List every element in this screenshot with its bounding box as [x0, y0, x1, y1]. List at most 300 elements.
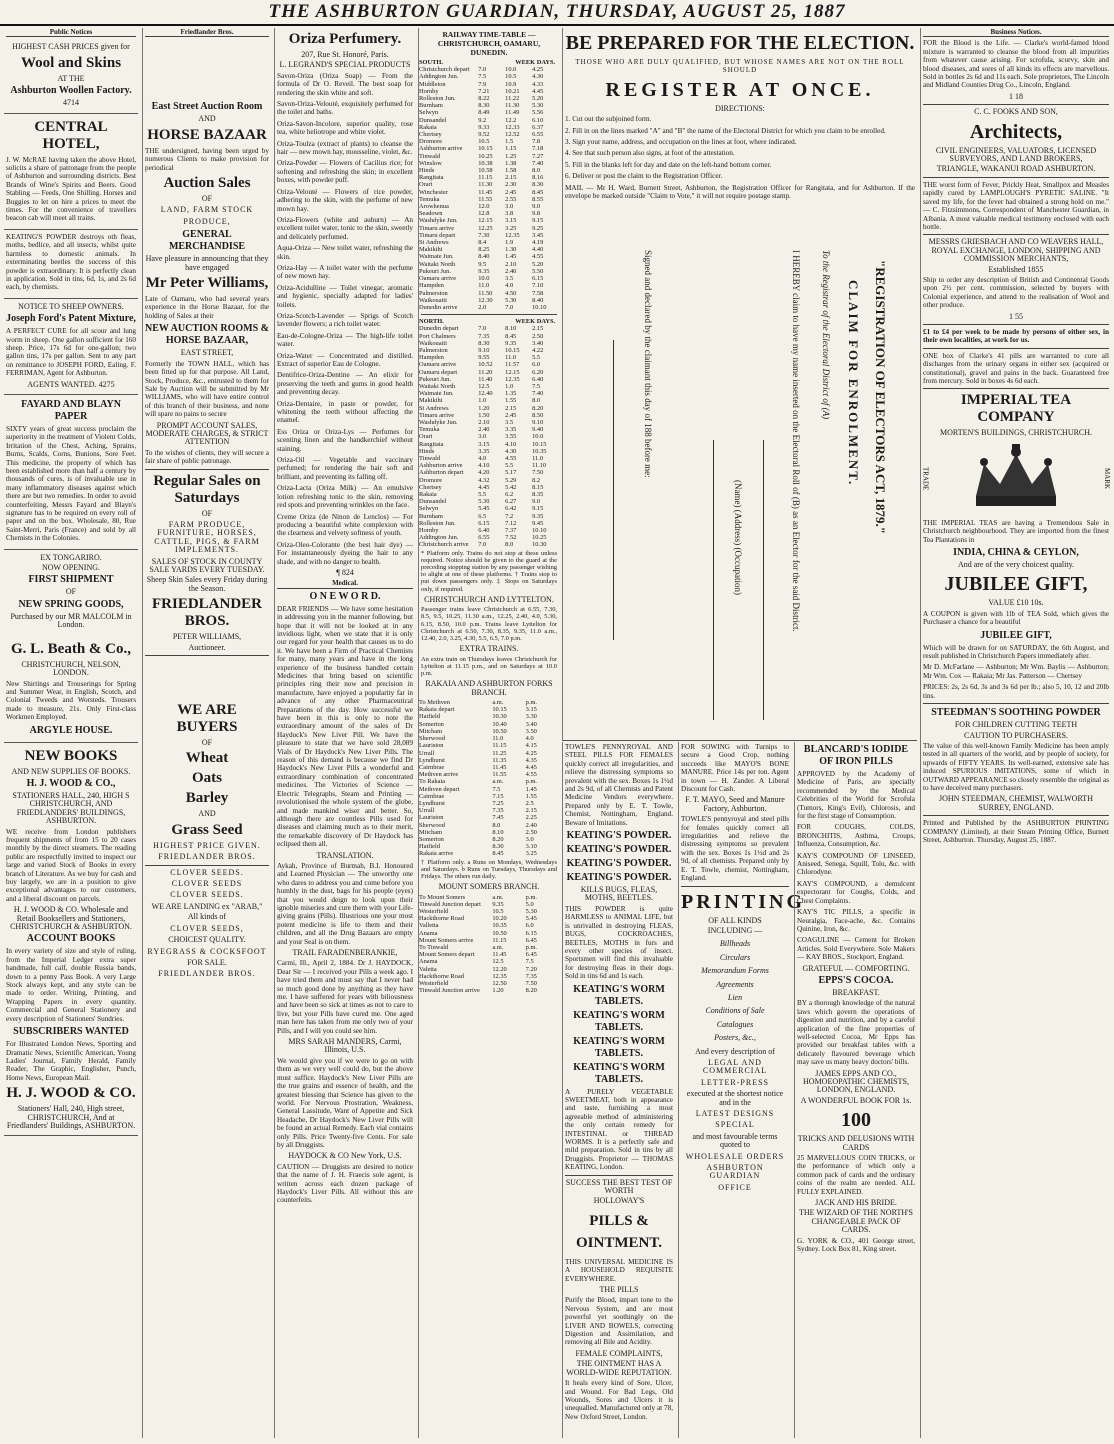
- timetable-cell: 5.42: [505, 483, 517, 491]
- timetable-row: [419, 455, 559, 462]
- timetable-cell: 1.58: [505, 167, 517, 175]
- timetable-cell: 4.30: [532, 73, 544, 81]
- oriza-product: Aqua-Oriza — New toilet water, refreshing the skin.: [277, 244, 413, 261]
- timetable-cell: 10.0: [478, 275, 490, 283]
- timetable-cell: a.m.: [492, 893, 504, 901]
- timetable-cell: Dunsandel: [419, 498, 447, 506]
- timetable-row: [419, 958, 559, 965]
- timetable-cell: 6.55: [532, 131, 544, 139]
- timetable-cell: Timaru arrive: [419, 224, 455, 232]
- timetable-cell: 3.35: [478, 447, 490, 455]
- timetable-cell: Methven depart: [419, 785, 460, 793]
- timetable-cell: 1.45: [505, 253, 517, 261]
- timetable-cell: 6.10: [532, 116, 544, 124]
- timetable-row: [419, 145, 559, 152]
- timetable-cell: 7.25: [492, 799, 504, 807]
- timetable-row: [419, 807, 559, 814]
- timetable-cell: 8.2: [532, 476, 541, 484]
- timetable-cell: 8.16: [532, 174, 544, 182]
- oriza-product-list: [275, 72, 415, 566]
- timetable-cell: 12.52: [505, 131, 520, 139]
- timetable-cell: 10.40: [492, 720, 507, 728]
- timetable-cell: 4.30: [505, 447, 517, 455]
- timetable-cell: 1.0: [505, 382, 514, 390]
- timetable-cell: Makikihi: [419, 397, 443, 405]
- timetable-cell: Dromore: [419, 476, 443, 484]
- timetable-row: [419, 253, 559, 260]
- fayard-ad: FAYARD AND BLAYN PAPER SIXTY years of great success proclaim the superiority in the treatment of Violent Colds, Irritation of the Chest, Aching, Sprains, Burns, Scalds, Corns, Bunions, Sore Feet. This medicine, the property of which has been established more than half a century by thousands of cures, is of invaluable use in many inflammatory diseases against which there are but two remedies. In order to avoid counterfeiting, Messrs Fayard and Blayn's signature has to be required on every roll of paper and on the box. Wholesale, 80, Rue Saint-Merri, Paris (France) and sold by all Chemists in the Colonies.: [4, 395, 138, 550]
- timetable-cell: Lauriston: [419, 814, 444, 822]
- timetable-cell: 8.0: [532, 167, 541, 175]
- timetable-cell: 7.45: [492, 814, 504, 822]
- timetable-cell: 4.10: [505, 440, 517, 448]
- timetable-cell: 7.5: [525, 958, 534, 966]
- timetable-cell: 5.20: [532, 260, 544, 268]
- timetable-row: [419, 901, 559, 908]
- timetable-cell: To Tinwald: [419, 943, 449, 951]
- timetable-row: [419, 894, 559, 901]
- timetable-cell: Rolleston Jun.: [419, 95, 456, 103]
- timetable-cell: 10.15: [505, 346, 520, 354]
- timetable-row: [419, 973, 559, 980]
- timetable-cell: 4.19: [532, 239, 544, 247]
- oriza-product: Dentifrice-Oriza-Dentine — An elixir for preserving the teeth and gums in good health and preventing decay.: [277, 371, 413, 397]
- timetable-cell: 3.15: [505, 217, 517, 225]
- timetable-cell: 2.5: [525, 799, 534, 807]
- timetable-cell: Waimate Jun.: [419, 253, 454, 261]
- timetable-cell: Methven arrive: [419, 771, 459, 779]
- timetable-cell: 10.5: [492, 907, 504, 915]
- timetable-mount-somers: [419, 894, 559, 995]
- timetable-row: [419, 800, 559, 807]
- timetable-row: [419, 829, 559, 836]
- timetable-rakaia: [419, 778, 559, 857]
- timetable-cell: 9.0: [532, 203, 541, 211]
- timetable-cell: Mount Somers arrive: [419, 936, 474, 944]
- timetable-cell: Orari: [419, 433, 433, 441]
- timetable-cell: 3.15: [478, 440, 490, 448]
- timetable-cell: Westerfield: [419, 907, 449, 915]
- oriza-product: Eau-de-Cologne-Oriza — The high-life toilet water.: [277, 331, 413, 349]
- timetable-cell: 8.45: [532, 188, 544, 196]
- timetable-cell: 4.25: [525, 749, 537, 757]
- timetable-cell: 7.0: [478, 541, 487, 549]
- timetable-cell: 11.15: [478, 174, 493, 182]
- timetable-row: [419, 153, 559, 160]
- timetable-cell: 8.20: [525, 987, 537, 995]
- timetable-cell: 4.55: [532, 253, 544, 261]
- timetable-cell: 8.25: [478, 246, 490, 254]
- timetable-row: [419, 520, 559, 527]
- timetable-cell: a.m.: [492, 778, 504, 786]
- timetable-cell: 10.15: [492, 706, 507, 714]
- timetable-cell: Rangitata: [419, 174, 444, 182]
- timetable-cell: Somerton: [419, 720, 444, 728]
- timetable-cell: 9.45: [532, 519, 544, 527]
- tea-trademark: TRADE MARK: [921, 440, 1111, 518]
- timetable-cell: Mitcham: [419, 828, 443, 836]
- timetable-row: [419, 275, 559, 282]
- timetable-cell: 5.0: [525, 900, 534, 908]
- column-keating-holloway: TOWLE'S PENNYROYAL AND STEEL PILLS FOR FEMALES quickly correct all irregularities, and relieve the distressing symptoms so prevalent with the sex. Boxes 1s 1½d and 2s 9d, of all Chemists and Patent Medicine Vendors everywhere. Prepared only by E. T. Towle, Chemist, Nottingham, England. Beware of Imitations. KEATING'S POWDER. KEATING'S POWDER. KEATING'S POWDER. KEATING'S POWDER. KILLS BUGS, FLEAS, MOTHS, BEETLES. THIS POWDER is quite HARMLESS to ANIMAL LIFE, but is unrivalled in destroying FLEAS, BUGS, COCKROACHES, BEETLES, MOTHS in furs and every other species of insect. Sportsmen will find this invaluable for destroying fleas in their dogs. Sold in tins 6d and 1s each. KEATING'S WORM TABLETS. KEATING'S WORM TABLETS. KEATING'S WORM TABLETS. KEATING'S WORM TABLETS. A PURELY VEGETABLE SWEETMEAT, both in appearance and taste, furnishing a most agreeable method of administering the only certain remedy for INTESTINAL or THREAD WORMS. It is a perfectly safe and mild preparation. Sold in tins by all Druggists. Proprietor — THOMAS KEATING, London. SUCCESS THE BEST TEST OF WORTH HOLLOWAY'S PILLS & OINTMENT. THIS UNIVERSAL MEDICINE IS A HOUSEHOLD REQUISITE EVERYWHERE. THE PILLS Purify the Blood, impart tone to the Nervous System, and are most powerful yet soothingly on the LIVER AND BOWELS, correcting Digestion and Assimilation, and removing all Bile and Acidity. FEMALE COMPLAINTS, THE OINTMENT HAS A WORLD-WIDE REPUTATION. It heals every kind of Sore, Ulcer, and Wound. For Bad Legs, Old Wounds, Sores and Ulcers it is unequalled. Manufactured only at 78, New Oxford Street, London.: [562, 742, 675, 1438]
- timetable-cell: Palmerston: [419, 346, 448, 354]
- timetable-cell: Sherwood: [419, 735, 445, 743]
- timetable-cell: 1.30: [505, 246, 517, 254]
- timetable-cell: Seadown: [419, 210, 443, 218]
- timetable-row: [419, 361, 559, 368]
- timetable-cell: Burnham: [419, 102, 443, 110]
- election-step: 5. Fill in the blanks left for day and date on the left-hand bottom corner.: [565, 160, 772, 169]
- timetable-row: [419, 196, 559, 203]
- timetable-row: [419, 412, 559, 419]
- timetable-cell: 7.50: [525, 980, 537, 987]
- timetable-row: [419, 369, 559, 376]
- timetable-cell: Waitaki North: [419, 382, 456, 390]
- timetable-cell: 11.49: [505, 109, 520, 117]
- timetable-row: [419, 513, 559, 520]
- timetable-cell: Tinwald Junction depart: [419, 900, 481, 908]
- timetable-row: [419, 124, 559, 131]
- timetable-row: [419, 95, 559, 102]
- timetable-row: [419, 282, 559, 289]
- timetable-cell: 10.10: [532, 527, 547, 534]
- timetable-cell: 3.35: [505, 426, 517, 434]
- timetable-row: [419, 843, 559, 850]
- timetable-cell: 7.5: [478, 73, 487, 81]
- timetable-cell: 9.35: [532, 512, 544, 520]
- oriza-product: Oriza-Scotch-Lavender — Sprigs of Scotch lavender flowers; a rich toilet water.: [277, 311, 413, 329]
- election-step: 4. See that such person also signs, at foot of the attestation.: [565, 149, 735, 158]
- timetable-cell: 1.25: [505, 152, 517, 160]
- timetable-cell: Washdyke Jun.: [419, 418, 458, 426]
- timetable-cell: 4.55: [525, 771, 537, 779]
- printing-item: Agreements: [716, 979, 754, 989]
- timetable-cell: 12.35: [492, 972, 507, 980]
- timetable-cell: 4.32: [478, 476, 490, 484]
- timetable-cell: 7.35: [492, 807, 504, 815]
- timetable-row: [419, 814, 559, 821]
- timetable-cell: 8.45: [505, 332, 517, 340]
- timetable-cell: 7.0: [478, 66, 487, 74]
- timetable-cell: Hinds: [419, 447, 435, 455]
- timetable-cell: 12.5: [478, 382, 490, 390]
- printing-item: Conditions of Sale: [705, 1006, 765, 1016]
- timetable-cell: 3.15: [525, 706, 537, 714]
- timetable-cell: 11.50: [478, 289, 493, 297]
- timetable-cell: 12.0: [478, 203, 490, 211]
- timetable-cell: 2.40: [525, 821, 537, 829]
- timetable-cell: 12.15: [478, 217, 493, 225]
- timetable-cell: Christchurch arrive: [419, 541, 469, 549]
- timetable-cell: Anama: [419, 929, 438, 937]
- timetable-row: [419, 498, 559, 505]
- timetable-cell: Dromore: [419, 138, 443, 146]
- timetable-cell: 9.0: [532, 498, 541, 506]
- timetable-cell: 2.15: [505, 174, 517, 182]
- timetable-row: [419, 764, 559, 771]
- timetable-cell: 3.45: [532, 231, 544, 239]
- timetable-row: [419, 505, 559, 512]
- timetable-cell: 7.58: [532, 289, 544, 297]
- timetable-cell: Rakaia: [419, 490, 437, 498]
- timetable-row: [419, 383, 559, 390]
- timetable-cell: 12.5: [492, 958, 504, 966]
- timetable-row: [419, 742, 559, 749]
- timetable-cell: 1.45: [525, 785, 537, 793]
- timetable-cell: Rolleston Jun.: [419, 519, 456, 527]
- timetable-cell: 10.52: [478, 361, 493, 369]
- timetable-cell: Arowhenua: [419, 203, 449, 211]
- timetable-cell: 11.45: [492, 951, 507, 959]
- timetable-cell: 1.9: [505, 239, 514, 247]
- timetable-cell: 5.45: [525, 915, 537, 923]
- timetable-cell: 11.22: [505, 95, 520, 103]
- timetable-cell: 3.30: [525, 713, 537, 721]
- oriza-product: Oriza-Oleo-Colorante (the best hair dye) — For instantaneously dyeing the hair to any shade, and with no danger to health.: [277, 540, 413, 566]
- timetable-cell: 4.50: [505, 289, 517, 297]
- printing-item: Memorandum Forms: [701, 966, 769, 976]
- timetable-cell: 9.2: [478, 116, 487, 124]
- timetable-cell: Temuka: [419, 195, 440, 203]
- column-friedlander: Friedlander Bros. East Street Auction Room AND HORSE BAZAAR THE undersigned, having been urged by numerous Clients to make provision for periodical Auction Sales OF LAND, FARM STOCK PRODUCE, GENERAL MERCHANDISE Have pleasure in announcing that they have engaged Mr Peter Williams, Late of Oamaru, who had several years experience in the Horse Bazaar, for the holding of Sales at their NEW AUCTION ROOMS & HORSE BAZAAR, EAST STREET, Formerly the TOWN HALL, which has been fitted up for that purpose. All Land, Stock, Produce, &c., entrusted to them for Sale by Auction will be submitted by Mr WILLIAMS, who will have entire control of this branch of their business, and none will spare no pains to secure PROMPT ACCOUNT SALES, MODERATE CHARGES, & STRICT ATTENTION To the wishes of clients, they will secure a fair share of public patronage. Regular Sales on Saturdays OF FARM PRODUCE, FURNITURE, HORSES, CATTLE, PIGS, & FARM IMPLEMENTS. SALES OF STOCK IN COUNTY SALE YARDS EVERY TUESDAY. Sheep Skin Sales every Friday during the Season. FRIEDLANDER BROS. PETER WILLIAMS, Auctioneer. WE ARE BUYERS OF Wheat Oats Barley AND Grass Seed HIGHEST PRICE GIVEN. FRIEDLANDER BROS. CLOVER SEEDS. CLOVER SEEDS CLOVER SEEDS. WE ARE LANDING ex "ARAB," All kinds of CLOVER SEEDS, CHOICEST QUALITY. RYEGRASS & COCKSFOOT FOR SALE. FRIEDLANDER BROS.: [142, 28, 271, 1438]
- column-public-notices: [4, 28, 138, 1438]
- timetable-cell: 8.40: [532, 296, 544, 304]
- timetable-cell: Hinds: [419, 167, 435, 175]
- timetable-cell: 2.10: [478, 418, 490, 426]
- timetable-cell: To Mount Somers: [419, 893, 466, 901]
- timetable-cell: 5.30: [532, 102, 544, 110]
- timetable-row: [419, 138, 559, 145]
- timetable-cell: Dunedin arrive: [419, 303, 458, 311]
- timetable-cell: 3.55: [505, 433, 517, 441]
- timetable-cell: 2.10: [505, 260, 517, 268]
- timetable-cell: 11.0: [505, 354, 517, 362]
- timetable-cell: 1.5: [505, 138, 514, 146]
- timetable-cell: Rakaia: [419, 123, 437, 131]
- timetable-cell: Hampden: [419, 282, 444, 290]
- timetable-cell: Port Chalmers: [419, 332, 456, 340]
- timetable-cell: Selwyn: [419, 505, 439, 513]
- timetable-cell: 5.30: [525, 907, 537, 915]
- timetable-cell: 3.25: [525, 850, 537, 858]
- timetable-cell: Hatfield: [419, 843, 440, 851]
- timetable-cell: Somerton: [419, 835, 444, 843]
- timetable-cell: 7.40: [532, 390, 544, 398]
- timetable-cell: 6.15: [532, 275, 544, 283]
- oriza-product: Savon-Oriza-Velouté, exquisitely perfumed for the toilet and baths.: [277, 100, 413, 117]
- oriza-product: Oriza-Toulza (extract of plants) to cleanse the hair — new mown hay, mousseline, violet, &c.: [277, 139, 413, 157]
- section-tag: Friedlander Bros.: [145, 28, 269, 37]
- timetable-cell: 3.10: [525, 843, 537, 851]
- timetable-cell: Chertsey: [419, 131, 442, 139]
- timetable-cell: 11.30: [505, 102, 520, 110]
- timetable-cell: 4.40: [532, 246, 544, 254]
- timetable-cell: 2.45: [505, 188, 517, 196]
- timetable-cell: p.m.: [525, 893, 538, 901]
- timetable-row: [419, 908, 559, 915]
- timetable-cell: a.m.: [492, 699, 504, 707]
- timetable-cell: 8.30: [478, 102, 490, 110]
- timetable-row: [419, 73, 559, 80]
- timetable-cell: 9.55: [478, 354, 490, 362]
- election-step: 3. Sign your name, address, and occupation on the lines at foot, where indicated.: [565, 138, 797, 147]
- timetable-row: [419, 937, 559, 944]
- timetable-row: [419, 333, 559, 340]
- timetable-cell: To Methven: [419, 699, 450, 707]
- timetable-cell: 4.0: [525, 735, 534, 743]
- timetable-cell: Chertsey: [419, 483, 442, 491]
- timetable-north: NORTH. WEEK DAYS. Dunedin depart 7.0 8.10 2.15 Port Chalmers 7.35 8.45 2.50 Waikouaiti 8.30 9.35 3.40 Palmerston 9.10 10.15 4.22 Hampden 9.55 11.0 5.5 Oamaru arrive 10.52 11.57 6.0 Oamaru depart 11.20 12.15 6.20 Pukeuri Jun. 11.40 12.35 6.40 Waitaki North 12.5 1.0 7.5 Waimate Jun. 12.40 1.35 7.40 Makikihi 1.0 1.55 8.0 St Andrews 1.20 2.15 8.20 Timaru arrive 1.50 2.45 8.50 Washdyke Jun. 2.10 3.5 9.10 Temuka 2.40 3.35 9.40 Orari 3.0 3.55 10.0 Rangitata 3.15 4.10 10.15 Hinds 3.35 4.30 10.35 Tinwald 4.0 4.55 11.0 Ashburton arrive 4.10 5.5 11.10 Ashburton depart 4.20 5.17 7.50 Dromore 4.32 5.29 8.2 Chertsey 4.45 5.42 8.15 Rakaia 5.5 6.2 8.35 Dunsandel 5.30 6.27 9.0 Selwyn 5.45 6.42 9.15 Burnham 6.5 7.2 9.35 Rolleston Jun. 6.15 7.12 9.45 Hornby 6.40 7.37 10.10 Addington Jun. 6.55 7.52 10.25 Christchurch arrive 7.0 8.0 10.30: [419, 318, 559, 549]
- timetable-cell: 8.0: [505, 541, 514, 549]
- timetable-row: [419, 347, 559, 354]
- timetable-cell: 8.40: [478, 253, 490, 261]
- timetable-row: [419, 706, 559, 713]
- enrolment-form: "REGISTRATION OF ELECTORS ACT, 1879." CLAIM FOR ENROLMENT. To the Registrar of the Electoral District of (A) I HEREBY claim to have my name inserted on the Electoral Roll of (B) as an Elector for the said District. Signed and declared by the claimant this day of 188 before me: (Name) (Address) (Occupation): [562, 240, 917, 741]
- timetable-cell: 6.37: [532, 123, 544, 131]
- timetable-row: [419, 728, 559, 735]
- timetable-row: [419, 527, 559, 534]
- timetable-south: SOUTH. WEEK DAYS. Christchurch depart 7.0 10.0 4.25 Addington Jun. 7.5 10.5 4.30 Middleton 7.9 10.9 4.33 Hornby 7.21 10.21 4.45 Rolleston Jun. 8.22 11.22 5.20 Burnham 8.30 11.30 5.30 Selwyn 8.49 11.49 5.56 Dunsandel 9.2 12.2 6.10 Rakaia 9.33 12.33 6.37 Chertsey 9.52 12.52 6.55 Dromore 10.5 1.5 7.8 Ashburton arrive 10.15 1.15 7.18 Tinwald 10.25 1.25 7.27 Winslow 10.38 1.38 7.40 Hinds 10.58 1.58 8.0 Rangitata 11.15 2.15 8.16 Orari 11.30 2.30 8.30 Winchester 11.45 2.45 8.45 Temuka 11.55 2.55 8.55 Arowhenua 12.0 3.0 9.0 Seadown 12.8 3.8 9.8 Washdyke Jun. 12.15 3.15 9.15 Timaru arrive 12.25 3.25 9.25 Timaru depart 7.30 12.35 3.45 St Andrews 8.4 1.9 4.19 Makikihi 8.25 1.30 4.40 Waimate Jun. 8.40 1.45 4.55 Waitaki North 9.5 2.10 5.20 Pukeuri Jun. 9.35 2.40 5.50 Oamaru arrive 10.0 3.5 6.15 Hampden 11.0 4.0 7.10 Palmerston 11.50 4.50 7.58 Waikouaiti 12.30 5.30 8.40 Dunedin arrive 2.0 7.0 10.10: [419, 59, 559, 311]
- timetable-cell: 11.15: [492, 936, 507, 944]
- timetable-cell: 6.20: [532, 368, 544, 376]
- timetable-row: [419, 390, 559, 397]
- timetable-row: [419, 477, 559, 484]
- timetable-cell: Hornby: [419, 87, 439, 95]
- timetable-cell: 12.8: [478, 210, 490, 218]
- timetable-methven: [419, 699, 559, 778]
- crown-icon: [956, 444, 1076, 514]
- timetable-row: [419, 735, 559, 742]
- timetable-cell: 8.10: [505, 325, 517, 333]
- timetable-cell: Hatfield: [419, 713, 440, 721]
- timetable-row: [419, 922, 559, 929]
- timetable-cell: Waitaki North: [419, 260, 456, 268]
- timetable-cell: 10.21: [505, 87, 520, 95]
- timetable-cell: 1.38: [505, 159, 517, 167]
- timetable-cell: 6.42: [505, 505, 517, 513]
- timetable-cell: Lyndhurst: [419, 756, 445, 764]
- timetable-cell: 11.35: [492, 756, 507, 764]
- timetable-cell: 5.30: [478, 498, 490, 506]
- oriza-product: Oriza-Acidulline — Toilet vinegar, aromatic and hygienic, specially adapted for ladies' toilets.: [277, 283, 413, 309]
- timetable-cell: 6.55: [478, 534, 490, 542]
- timetable-cell: 5.5: [478, 490, 487, 498]
- timetable-cell: Waikouaiti: [419, 339, 447, 347]
- timetable-cell: Hackthorne Road: [419, 972, 464, 980]
- timetable-cell: 11.0: [532, 454, 544, 462]
- timetable-cell: 7.40: [532, 159, 544, 167]
- timetable-cell: 11.57: [505, 361, 520, 369]
- timetable-cell: 7.30: [478, 231, 490, 239]
- timetable-cell: 11.40: [478, 375, 493, 383]
- timetable-row: [419, 354, 559, 361]
- timetable-cell: Ashburton depart: [419, 469, 464, 477]
- timetable-cell: 7.20: [525, 965, 537, 973]
- timetable-row: [419, 771, 559, 778]
- timetable-row: [419, 217, 559, 224]
- timetable-cell: 7.10: [532, 282, 544, 290]
- timetable-row: [419, 793, 559, 800]
- timetable-cell: 8.30: [478, 339, 490, 347]
- timetable-cell: 7.5: [532, 382, 541, 390]
- timetable-cell: 1.0: [478, 397, 487, 405]
- timetable-cell: 9.10: [532, 418, 544, 426]
- timetable-cell: 7.37: [505, 527, 517, 534]
- timetable-cell: 3.5: [505, 418, 514, 426]
- timetable-cell: Ashburton arrive: [419, 145, 463, 153]
- timetable-cell: 4.45: [478, 483, 490, 491]
- oriza-product: Oriza-Water — Concentrated and distilled. Extract of superior Eau de Cologne.: [277, 351, 413, 368]
- timetable-row: [419, 850, 559, 857]
- timetable-cell: 6.45: [525, 936, 537, 944]
- timetable-cell: 10.35: [532, 447, 547, 455]
- timetable-cell: Sherwood: [419, 821, 445, 829]
- timetable-cell: 11.45: [478, 188, 493, 196]
- printing-item: Posters, &c.,: [714, 1033, 756, 1043]
- timetable-row: [419, 448, 559, 455]
- books-ad: NEW BOOKS AND NEW SUPPLIES OF BOOKS. H. J. WOOD & CO., STATIONERS HALL, 240, HIGH S CHRISTCHURCH, AND FRIEDLANDERS' BUILDINGS, ASHBURTON. WE receive from London publishers frequent shipments of from 15 to 20 cases monthly by the direct steamers. The reading public are respectfully invited to inspect our large and varied Stock of Books in every branch of Literature. As we buy for cash and buy largely, we are in a position to give exceptional advantages to our customers, and a liberal discount on parcels. H. J. WOOD & CO. Wholesale and Retail Booksellers and Stationers, CHRISTCHURCH & ASHBURTON. ACCOUNT BOOKS In every variety of size and style of ruling, from the Imperial Ledger extra super handmade, full calf, double Russia bands, down to a penny Pass Book. A very Large Stock always kept, and any style can be made to order. Writing, Printing, and Wrapping Papers in every quantity. Commercial and General Stationery and every description of Stationers' Sundries. SUBSCRIBERS WANTED For Illustrated London News, Sporting and Dramatic News, Scientific American, Young Ladies' Journal, Family Herald, Family Reader, The Graphic, Englisher, Punch, Home News, European Mail. H. J. WOOD & CO. Stationers' Hall, 240, High street, CHRISTCHURCH, And at Friedlanders' Buildings, ASHBURTON.: [4, 743, 138, 1137]
- timetable-cell: 12.20: [492, 965, 507, 973]
- timetable-cell: 1.55: [505, 397, 517, 405]
- timetable-cell: 3.50: [525, 727, 537, 735]
- timetable-cell: Orari: [419, 181, 433, 189]
- timetable-cell: Ashburton arrive: [419, 462, 463, 470]
- timetable-row: [419, 405, 559, 412]
- timetable-cell: 4.25: [532, 66, 544, 74]
- timetable-row: [419, 397, 559, 404]
- timetable-cell: Middleton: [419, 80, 446, 88]
- keating-ad: KEATING'S POWDER destroys oth fleas, moths, bedlice, and all insects, whilst quite harmless to domestic animals. In exterminating beetles the success of this powder is extraordinary. It is perfectly clean in application. Sold in tins, 6d, 1s, and 2s 6d each, by chemists.: [4, 230, 138, 299]
- timetable-cell: 10.9: [505, 80, 517, 88]
- timetable-row: [419, 930, 559, 937]
- timetable-cell: Christchurch depart: [419, 66, 470, 74]
- printing-item: Lien: [727, 992, 743, 1002]
- timetable-cell: 4.20: [478, 469, 490, 477]
- timetable-cell: 7.5: [492, 785, 501, 793]
- timetable-cell: 10.15: [478, 145, 493, 153]
- timetable-cell: Cairnbrae: [419, 763, 445, 771]
- timetable-row: [419, 419, 559, 426]
- timetable-cell: 2.0: [478, 303, 487, 311]
- oriza-product: Ess Oriza or Oriza-Lys — Perfumes for scenting linen and the handkerchief without staining.: [277, 427, 413, 453]
- timetable-cell: 9.35: [478, 267, 490, 275]
- section-tag: Medical.: [277, 579, 413, 588]
- timetable-row: [419, 325, 559, 332]
- timetable-row: [419, 102, 559, 109]
- timetable-cell: 9.25: [532, 224, 544, 232]
- timetable-cell: 3.25: [505, 224, 517, 232]
- timetable-cell: 8.10: [492, 828, 504, 836]
- ford-ad: NOTICE TO SHEEP OWNERS. Joseph Ford's Patent Mixture, A PERFECT CURE for all scour and lung worm in sheep. One gallon sufficient for 160 sheep. Price, 17s 6d for one-gallon; two gallon tins, 17s per gallon. Sent to any part on remittance to JOSEPH FORD, Ealing. F. FERRIMAN, Agent for Ashburton. AGENTS WANTED. 4275: [4, 299, 138, 395]
- timetable-cell: 8.0: [492, 821, 501, 829]
- timetable-row: [419, 203, 559, 210]
- timetable-cell: p.m.: [525, 943, 538, 951]
- timetable-row: [419, 297, 559, 304]
- timetable-cell: 10.0: [532, 433, 544, 441]
- timetable-cell: 3.5: [505, 275, 514, 283]
- timetable-cell: 4.10: [478, 462, 490, 470]
- timetable-cell: Lauriston: [419, 742, 444, 750]
- timetable-row: [419, 778, 559, 785]
- election-steps: [563, 115, 917, 180]
- timetable-cell: 10.30: [532, 541, 547, 549]
- timetable-row: [419, 66, 559, 73]
- timetable-cell: 1.20: [478, 404, 490, 412]
- timetable-cell: 9.35: [505, 339, 517, 347]
- timetable-cell: 3.0: [525, 835, 534, 843]
- timetable-cell: 10.5: [478, 138, 490, 146]
- timetable-cell: Tinwald: [419, 454, 441, 462]
